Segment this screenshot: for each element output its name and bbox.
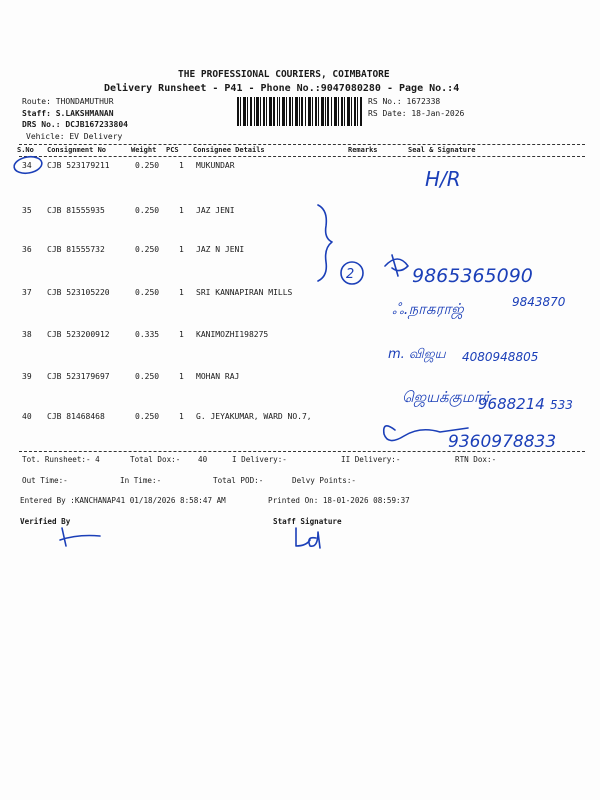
handwritten-phone-4b: 533	[550, 398, 573, 412]
row-pcs: 1	[179, 161, 184, 170]
vehicle: Vehicle: EV Delivery	[26, 132, 123, 141]
barcode	[237, 97, 362, 126]
row-consignee: MUKUNDAR	[196, 161, 235, 170]
drs-number: DRS No.: DCJB167233804	[22, 120, 128, 129]
col-consignee-details: Consignee Details	[193, 146, 265, 154]
row-weight: 0.335	[135, 330, 160, 339]
handwritten-name-2: ஃ.நாகராஜ்	[392, 300, 464, 318]
rs-number: RS No.: 1672338	[368, 97, 441, 106]
col-pcs: PCS	[166, 146, 179, 154]
row-pcs: 1	[179, 245, 184, 254]
row-sno: 36	[22, 245, 32, 254]
handwritten-phone-4: 9688214	[478, 395, 545, 413]
ii-delivery: II Delivery:-	[341, 455, 401, 464]
circled-two-mark	[341, 262, 363, 284]
total-pod: Total POD:-	[213, 476, 264, 485]
row-sno: 40	[22, 412, 32, 421]
row-consignee: MOHAN RAJ	[196, 372, 240, 381]
totals-rule	[19, 451, 585, 452]
col-consignment: Consignment No	[47, 146, 107, 154]
col-weight: Weight	[131, 146, 157, 154]
row-pcs: 1	[179, 330, 184, 339]
handwritten-phone-5: 9360978833	[448, 432, 557, 452]
row-sno: 38	[22, 330, 32, 339]
signature-squiggle	[385, 255, 408, 276]
row-consignment: CJB 523179697	[47, 372, 110, 381]
verified-signature	[60, 528, 100, 546]
row-sno: 34	[22, 161, 32, 170]
staff-signature-mark	[296, 528, 320, 548]
handwritten-phone-1: 9865365090	[412, 265, 533, 287]
col-sno: S.No	[17, 146, 34, 154]
row-sno: 39	[22, 372, 32, 381]
row-consignee: KANIMOZHI198275	[196, 330, 269, 339]
handwritten-name-4: ஜெயக்குமார்	[402, 388, 490, 406]
rs-date: RS Date: 18-Jan-2026	[368, 109, 465, 118]
header-rule-bottom	[19, 156, 585, 157]
row-consignment: CJB 523200912	[47, 330, 110, 339]
total-runsheet: Tot. Runsheet:- 4	[22, 455, 100, 464]
route: Route: THONDAMUTHUR	[22, 97, 114, 106]
row-weight: 0.250	[135, 206, 160, 215]
col-remarks: Remarks	[348, 146, 378, 154]
row-weight: 0.250	[135, 161, 160, 170]
table-row	[0, 330, 600, 342]
row-pcs: 1	[179, 288, 184, 297]
row34-signature: H/R	[425, 167, 461, 191]
handwritten-name-3: m. விஜய	[388, 347, 446, 362]
row-weight: 0.250	[135, 412, 160, 421]
row-consignment: CJB 523179211	[47, 161, 110, 170]
signature-scribble-5	[384, 426, 468, 441]
out-time: Out Time:-	[22, 476, 68, 485]
verified-by: Verified By	[20, 517, 71, 526]
table-row	[0, 206, 600, 218]
entered-by: Entered By :KANCHANAP41 01/18/2026 8:58:47 AM	[20, 496, 226, 505]
row-consignment: CJB 81555732	[47, 245, 105, 254]
total-dox-label: Total Dox:-	[130, 455, 181, 464]
table-row	[0, 161, 600, 173]
header-rule-top	[19, 144, 585, 145]
printed-on: Printed On: 18-01-2026 08:59:37	[268, 496, 410, 505]
row-consignee: SRI KANNAPIRAN MILLS	[196, 288, 293, 297]
rtn-dox: RTN Dox:-	[455, 455, 497, 464]
i-delivery: I Delivery:-	[232, 455, 287, 464]
row-consignment: CJB 523105220	[47, 288, 110, 297]
handwritten-phone-2: 9843870	[512, 295, 566, 309]
table-row	[0, 288, 600, 300]
row-consignee: G. JEYAKUMAR, WARD NO.7,	[196, 412, 312, 421]
in-time: In Time:-	[120, 476, 162, 485]
row-consignment: CJB 81468468	[47, 412, 105, 421]
row-consignee: JAZ JENI	[196, 206, 235, 215]
row-pcs: 1	[179, 412, 184, 421]
table-row	[0, 245, 600, 257]
row-consignment: CJB 81555935	[47, 206, 105, 215]
row-sno: 35	[22, 206, 32, 215]
row-weight: 0.250	[135, 245, 160, 254]
staff: Staff: S.LAKSHMANAN	[22, 109, 114, 118]
row-consignee: JAZ N JENI	[196, 245, 245, 254]
table-row	[0, 412, 600, 424]
row-weight: 0.250	[135, 372, 160, 381]
col-seal-signature: Seal & Signature	[408, 146, 476, 154]
row-sno: 37	[22, 288, 32, 297]
staff-signature-label: Staff Signature	[273, 517, 342, 526]
handwritten-phone-3: 4080948805	[462, 350, 539, 364]
row-pcs: 1	[179, 206, 184, 215]
delivery-points: Delvy Points:-	[292, 476, 357, 485]
row-pcs: 1	[179, 372, 184, 381]
total-dox-value: 40	[198, 455, 208, 464]
runsheet-title: Delivery Runsheet - P41 - Phone No.:9047080280 - Page No.:4	[104, 83, 460, 94]
table-row	[0, 372, 600, 384]
circled-two-text: 2	[346, 267, 355, 282]
row-weight: 0.250	[135, 288, 160, 297]
company-title: THE PROFESSIONAL COURIERS, COIMBATORE	[178, 69, 390, 80]
